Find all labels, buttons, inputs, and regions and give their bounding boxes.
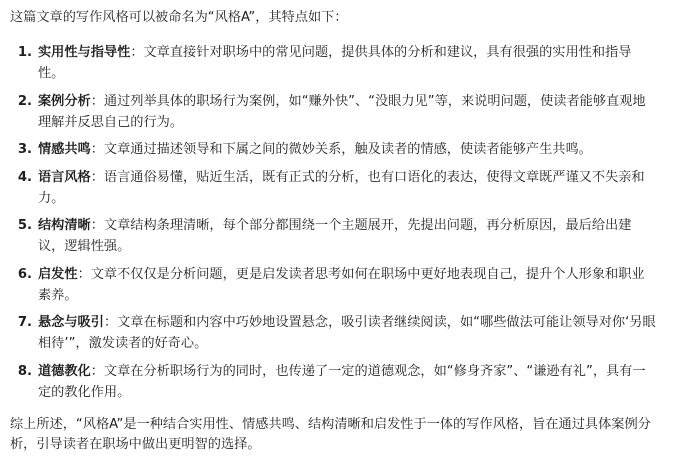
list-item-body	[38, 91, 672, 133]
list-item	[10, 264, 672, 306]
list-item-number: 7.	[17, 315, 32, 330]
list-item-text: ：文章通过描述领导和下属之间的微妙关系，触及读者的情感，使读者能够产生共鸣。	[90, 142, 592, 157]
list-item-body	[38, 361, 672, 403]
list-item-text: ：文章直接针对职场中的常见问题，提供具体的分析和建议，具有很强的实用性和指导性。	[38, 45, 632, 81]
list-item-body	[38, 167, 672, 209]
intro-paragraph: 这篇文章的写作风格可以被命名为“风格A”，其特点如下：	[10, 10, 348, 25]
list-item	[10, 91, 672, 133]
list-item	[10, 139, 672, 160]
list-item-label: 情感共鸣	[38, 142, 91, 157]
list-item-text: ：文章在标题和内容中巧妙地设置悬念，吸引读者继续阅读，如“哪些做法可能让领导对你‘另眼相待’”，激发读者的好奇心。	[38, 315, 656, 351]
list-item-label: 实用性与指导性	[38, 45, 131, 60]
list-item-number: 2.	[17, 93, 32, 109]
list-item-label: 语言风格	[38, 169, 91, 185]
list-item-body	[38, 42, 672, 84]
list-item-label: 结构清晰	[38, 218, 91, 233]
list-item-number: 8.	[17, 363, 32, 379]
list-item-label: 启发性	[38, 266, 78, 282]
list-item-label: 悬念与吸引	[38, 315, 104, 330]
list-item-text: ：文章不仅仅是分析问题，更是启发读者思考如何在职场中更好地表现自己，提升个人形象和职业素养。	[38, 266, 645, 303]
list-item-text: ：语言通俗易懂，贴近生活，既有正式的分析，也有口语化的表达，使得文章既严谨又不失亲和力。	[38, 169, 645, 206]
list-item-body	[38, 264, 672, 306]
list-item	[10, 312, 672, 354]
list-item-body	[38, 215, 672, 257]
list-item-number: 4.	[17, 169, 32, 185]
list-item	[10, 42, 672, 84]
feature-list	[10, 42, 672, 403]
list-item-number: 1.	[17, 45, 32, 60]
list-item	[10, 167, 672, 209]
list-item-number: 5.	[17, 218, 32, 233]
list-item-label: 道德教化	[38, 363, 91, 379]
list-item-text: ：通过列举具体的职场行为案例，如“赚外快”、“没眼力见”等，来说明问题，使读者能够直观地理解并反思自己的行为。	[38, 93, 646, 130]
list-item-number: 3.	[17, 142, 32, 157]
list-item-text: ：文章在分析职场行为的同时，也传递了一定的道德观念，如“修身齐家”、“谦逊有礼”，具有一定的教化作用。	[38, 363, 646, 400]
list-item-label: 案例分析	[38, 93, 91, 109]
list-item-body	[38, 139, 672, 160]
list-item-text: ：文章结构条理清晰，每个部分都围绕一个主题展开，先提出问题，再分析原因，最后给出建议，逻辑性强。	[38, 218, 632, 254]
list-item-number: 6.	[17, 266, 32, 282]
conclusion-paragraph: 综上所述，“风格A”是一种结合实用性、情感共鸣、结构清晰和启发性于一体的写作风格，旨在通过具体案例分析，引导读者在职场中做出更明智的选择。	[10, 416, 651, 452]
list-item	[10, 361, 672, 403]
list-item	[10, 215, 672, 257]
list-item-body	[38, 312, 672, 354]
